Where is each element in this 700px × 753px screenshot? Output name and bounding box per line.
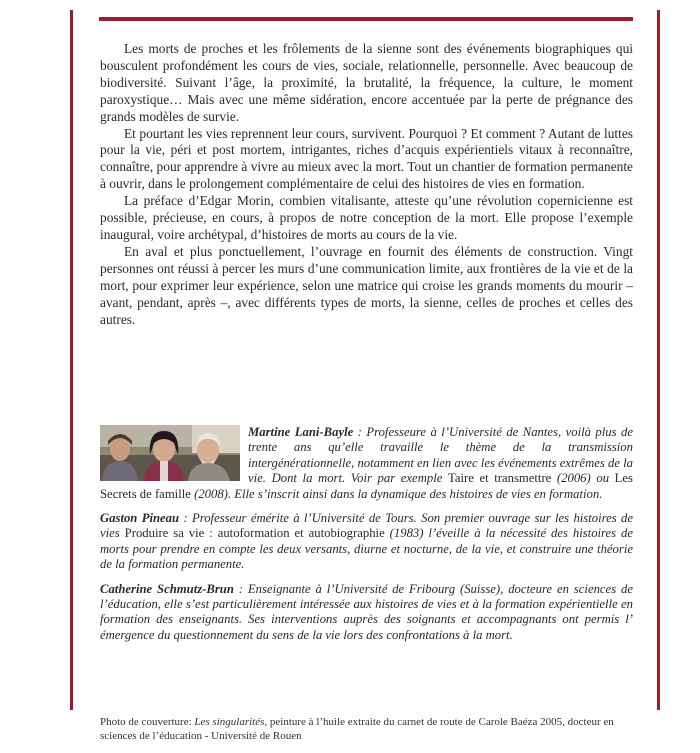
paragraph-4: En aval et plus ponctuellement, l’ouvrage en fournit des éléments de construction. Vingt personnes ont réussi à percer les murs d’une communication limite, aux frontières de la vie et de la mort, pour exprimer leur expérience, selon une matrice qui croise les grands moments du mourir – avant, pendant, après –, avec différents types de morts, la sienne, celles de proches et celles des autres. bbox=[100, 243, 633, 327]
author-name-pineau: Gaston Pineau bbox=[100, 511, 180, 526]
right-border-rule bbox=[657, 10, 660, 710]
top-rule bbox=[99, 17, 633, 21]
author-name-schmutz-brun: Catherine Schmutz-Brun bbox=[100, 581, 234, 596]
book-title-produire: Produire sa vie : autoformation et autobiographie bbox=[124, 526, 385, 541]
bio-pineau: Gaston Pineau : Professeur émérite à l’Université de Tours. Son premier ouvrage sur les histoires de vies Produire sa vie : autoformation et autobiographie (1983) l’éveille à la nécessité des histoires de morts pour prendre en compte les deux versants, diurne et nocturne, de la vie, et construire une théorie de la formation permanente. bbox=[100, 511, 634, 572]
bio-lani-bayle: Martine Lani-Bayle : Professeure à l’Université de Nantes, voilà plus de trente ans qu’elle travaille le thème de la transmission intergénérationnelle, notamment en lien avec les événements extrêmes de la vie. Dont la mort. Voir par exemple Taire et transmettre (2006) ou Les Secrets de famille (2008). Elle s’inscrit ainsi dans la dynamique des histoires de vies en formation. bbox=[100, 425, 634, 501]
author-bios bbox=[100, 425, 633, 652]
authors-photo bbox=[100, 425, 240, 481]
summary-text bbox=[100, 41, 633, 328]
book-title-secrets: Les Secrets de famille bbox=[100, 471, 633, 501]
cover-photo-caption: Photo de couverture: Les singularités, peinture à l’huile extraite du carnet de route de Carole Baéza 2005, docteur en sciences de l’éducation - Université de Rouen bbox=[100, 716, 614, 742]
cover-painting-title: Les singularités, bbox=[194, 716, 268, 728]
paragraph-1: Les morts de proches et les frôlements de la sienne sont des événements biographiques qui bousculent profondément les cours de vies, sociale, relationnelle, personnelle. Avec beaucoup de biodiversité. Suivant l’âge, la proximité, la brutalité, la fréquence, la culture, le moment paroxystique… Mais avec une même sidération, encore accentuée par la perte de prégnance des grands modèles de survie. bbox=[100, 41, 633, 124]
bio-schmutz-brun: Catherine Schmutz-Brun : Enseignante à l’Université de Fribourg (Suisse), docteure en sciences de l’éducation, elle s’est particulièrement intéressée aux histoires de vies et à la formation expérientielle en formation des enseignants. Ses interventions auprès des soignants et accompagnants ont permis l’ émergence du questionnement du sens de la vie lors des confrontations à la mort. bbox=[100, 581, 633, 642]
book-title-taire: Taire et transmettre bbox=[447, 471, 552, 486]
author-name-lani-bayle: Martine Lani-Bayle bbox=[248, 425, 354, 439]
paragraph-2: Et pourtant les vies reprennent leur cours, survivent. Pourquoi ? Et comment ? Autant de luttes pour la vie, péri et post mortem, intrigantes, riches d’acquis expérientiels vitaux à reconnaître, connaître, pour apprendre à vivre au mieux avec la mort. Tout un chantier de formation permanente à ouvrir, dans le prolongement complémentaire de celui des histoires de vies en formation. bbox=[100, 125, 633, 192]
paragraph-3: La préface d’Edgar Morin, combien vitalisante, atteste qu’une révolution copernicienne est possible, précieuse, en cours, à propos de notre conception de la mort. Elle propose l’exemple inaugural, voire archétypal, d’histoires de morts au cours de la vie. bbox=[100, 193, 633, 242]
left-border-rule bbox=[70, 10, 73, 710]
